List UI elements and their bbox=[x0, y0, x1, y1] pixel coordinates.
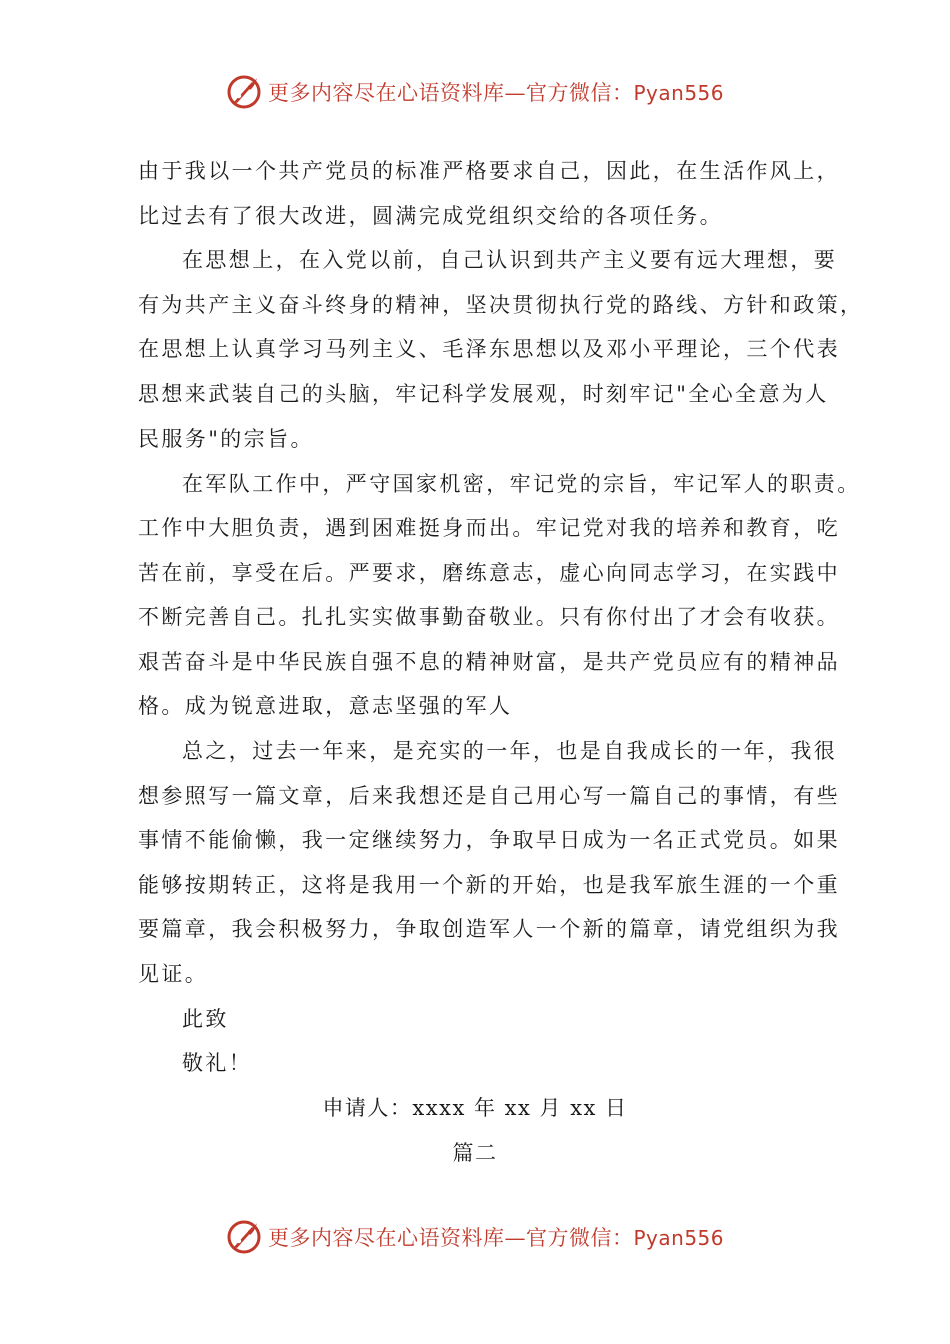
paragraph-line: 比过去有了很大改进，圆满完成党组织交给的各项任务。 bbox=[138, 204, 723, 228]
paragraph-line: 由于我以一个共产党员的标准严格要求自己，因此，在生活作风上， bbox=[138, 159, 840, 183]
paragraph-line: 想参照写一篇文章，后来我想还是自己用心写一篇自己的事情，有些 bbox=[138, 784, 840, 808]
paragraph-line: 在军队工作中，严守国家机密，牢记党的宗旨，牢记军人的职责。 bbox=[182, 472, 861, 496]
paragraph-line: 能够按期转正，这将是我用一个新的开始，也是我军旅生涯的一个重 bbox=[138, 873, 840, 897]
paragraph-line: 苦在前，享受在后。严要求，磨练意志，虚心向同志学习，在实践中 bbox=[138, 561, 840, 585]
paragraph-line: 见证。 bbox=[138, 962, 209, 986]
section-heading: 篇二 bbox=[452, 1141, 498, 1165]
closing-line-1: 此致 bbox=[182, 1007, 229, 1031]
paragraph-line: 有为共产主义奋斗终身的精神，坚决贯彻执行党的路线、方针和政策， bbox=[138, 293, 864, 317]
paragraph-line: 思想来武装自己的头脑，牢记科学发展观，时刻牢记"全心全意为人 bbox=[138, 382, 829, 406]
paragraph-line: 总之，过去一年来，是充实的一年，也是自我成长的一年，我很 bbox=[182, 739, 838, 763]
banner-text: 更多内容尽在心语资料库—官方微信：Pyan556 bbox=[268, 81, 725, 105]
header-banner bbox=[226, 72, 724, 112]
quill-pen-circle-logo-icon bbox=[226, 1219, 262, 1255]
wechat-id: Pyan556 bbox=[633, 1226, 725, 1250]
paragraph-line: 格。成为锐意进取，意志坚强的军人 bbox=[138, 694, 513, 718]
footer-banner bbox=[226, 1217, 724, 1257]
paragraph-line: 在思想上认真学习马列主义、毛泽东思想以及邓小平理论，三个代表 bbox=[138, 337, 840, 361]
paragraph-line: 艰苦奋斗是中华民族自强不息的精神财富，是共产党员应有的精神品 bbox=[138, 650, 840, 674]
paragraph-line: 不断完善自己。扎扎实实做事勤奋敬业。只有你付出了才会有收获。 bbox=[138, 605, 840, 629]
banner-text: 更多内容尽在心语资料库—官方微信：Pyan556 bbox=[268, 1226, 725, 1250]
paragraph-line: 民服务"的宗旨。 bbox=[138, 427, 314, 451]
quill-pen-circle-logo-icon bbox=[226, 74, 262, 110]
signature-line: 申请人：xxxx 年 xx 月 xx 日 bbox=[322, 1096, 628, 1120]
paragraph-line: 在思想上，在入党以前，自己认识到共产主义要有远大理想，要 bbox=[182, 248, 838, 272]
paragraph-line: 要篇章，我会积极努力，争取创造军人一个新的篇章，请党组织为我 bbox=[138, 917, 840, 941]
wechat-id: Pyan556 bbox=[633, 81, 725, 105]
closing-line-2: 敬礼！ bbox=[182, 1051, 253, 1075]
paragraph-line: 工作中大胆负责，遇到困难挺身而出。牢记党对我的培养和教育，吃 bbox=[138, 516, 840, 540]
paragraph-line: 事情不能偷懒，我一定继续努力，争取早日成为一名正式党员。如果 bbox=[138, 828, 840, 852]
